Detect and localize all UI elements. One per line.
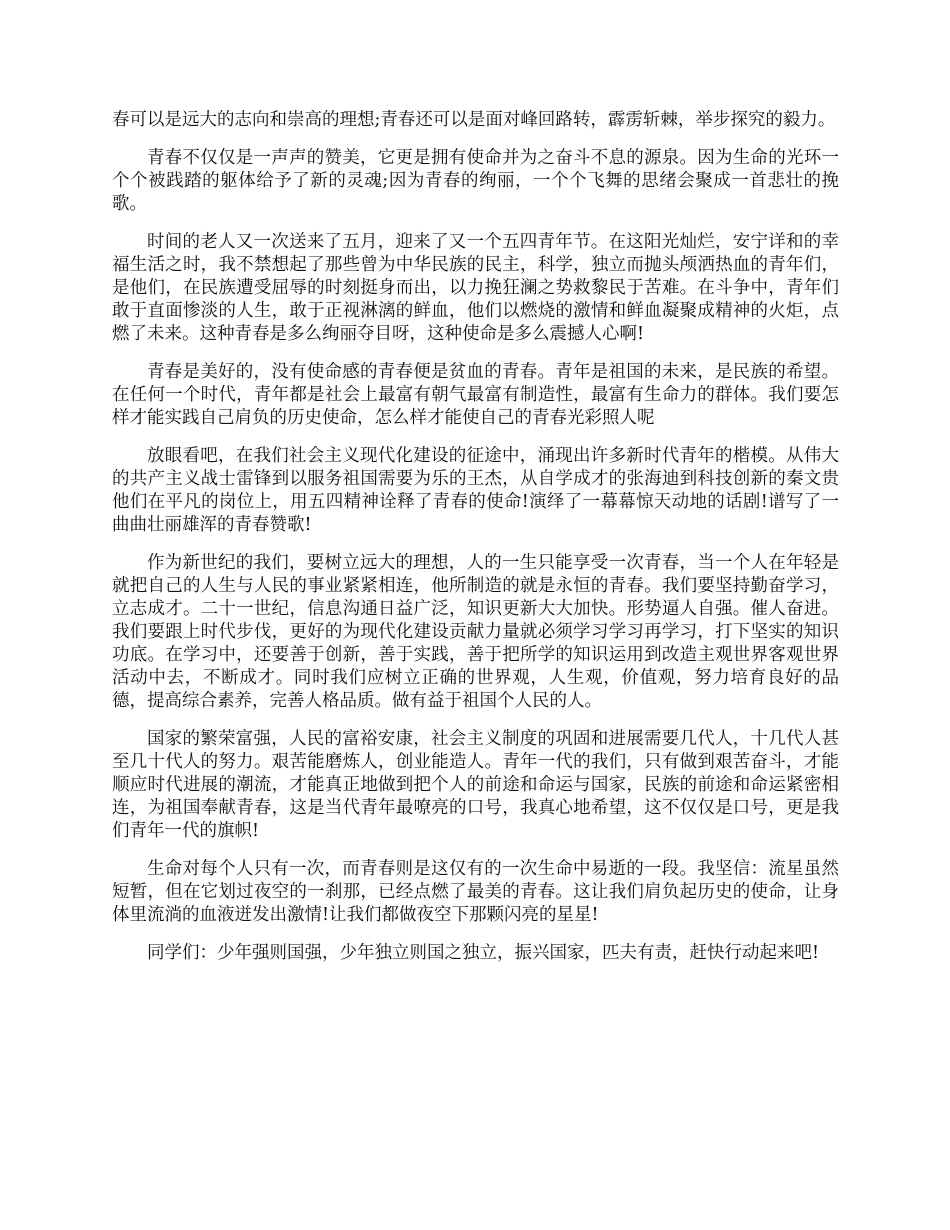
document-body [112,109,839,980]
paragraph-2: 青春不仅仅是一声声的赞美，它更是拥有使命并为之奋斗不息的源泉。因为生命的光环一个个被践踏的躯体给予了新的灵魂;因为青春的绚丽，一个个飞舞的思绪会聚成一首悲壮的挽歌。 [112,148,839,214]
paragraph-6: 作为新世纪的我们，要树立远大的理想，人的一生只能享受一次青春，当一个人在年轻是就把自己的人生与人民的事业紧紧相连，他所制造的就是永恒的青春。我们要坚持勤奋学习，立志成才。二十一世纪，信息沟通日益广泛，知识更新大大加快。形势逼人自强。催人奋进。我们要跟上时代步伐，更好的为现代化建设贡献力量就必须学习学习再学习，打下坚实的知识功底。在学习中，还要善于创新，善于实践，善于把所学的知识运用到改造主观世界客观世界活动中去，不断成才。同时我们应树立正确的世界观，人生观，价值观，努力培育良好的品德，提高综合素养，完善人格品质。做有益于祖国个人民的人。 [112,553,839,711]
paragraph-9: 同学们：少年强则国强，少年独立则国之独立，振兴国家，匹夫有责，赶快行动起来吧! [147,943,820,963]
paragraph-7: 国家的繁荣富强，人民的富裕安康，社会主义制度的巩固和进展需要几代人，十几代人甚至几十代人的努力。艰苦能磨炼人，创业能造人。青年一代的我们，只有做到艰苦奋斗，才能顺应时代进展的潮流，才能真正地做到把个人的前途和命运与国家，民族的前途和命运紧密相连，为祖国奉献青春，这是当代青年最嘹亮的口号，我真心地希望，这不仅仅是口号，更是我们青年一代的旗帜! [112,729,839,841]
paragraph-3: 时间的老人又一次送来了五月，迎来了又一个五四青年节。在这阳光灿烂，安宁详和的幸福生活之时，我不禁想起了那些曾为中华民族的民主，科学，独立而抛头颅洒热血的青年们，是他们，在民族遭受屈辱的时刻挺身而出，以力挽狂澜之势救黎民于苦难。在斗争中，青年们敢于直面惨淡的人生，敢于正视淋漓的鲜血，他们以燃烧的激情和鲜血凝聚成精神的火炬，点燃了未来。这种青春是多么绚丽夺目呀，这种使命是多么震撼人心啊! [112,232,839,344]
paragraph-1: 春可以是远大的志向和崇高的理想;青春还可以是面对峰回路转，霹雳斩棘，举步探究的毅力。 [112,110,836,130]
paragraph-5: 放眼看吧，在我们社会主义现代化建设的征途中，涌现出许多新时代青年的楷模。从伟大的共产主义战士雷锋到以服务祖国需要为乐的王杰，从自学成才的张海迪到科技创新的秦文贵他们在平凡的岗位上，用五四精神诠释了青春的使命!演绎了一幕幕惊天动地的话剧!谱写了一曲曲壮丽雄浑的青春赞歌! [112,446,839,535]
paragraph-8: 生命对每个人只有一次，而青春则是这仅有的一次生命中易逝的一段。我坚信：流星虽然短暂，但在它划过夜空的一刹那，已经点燃了最美的青春。这让我们肩负起历史的使命，让身体里流淌的血液迸发出激情!让我们都做夜空下那颗闪亮的星星! [112,859,839,925]
paragraph-4: 青春是美好的，没有使命感的青春便是贫血的青春。青年是祖国的未来，是民族的希望。在任何一个时代，青年都是社会上最富有朝气最富有制造性，最富有生命力的群体。我们要怎样才能实践自己肩负的历史使命，怎么样才能使自己的青春光彩照人呢 [112,362,839,428]
